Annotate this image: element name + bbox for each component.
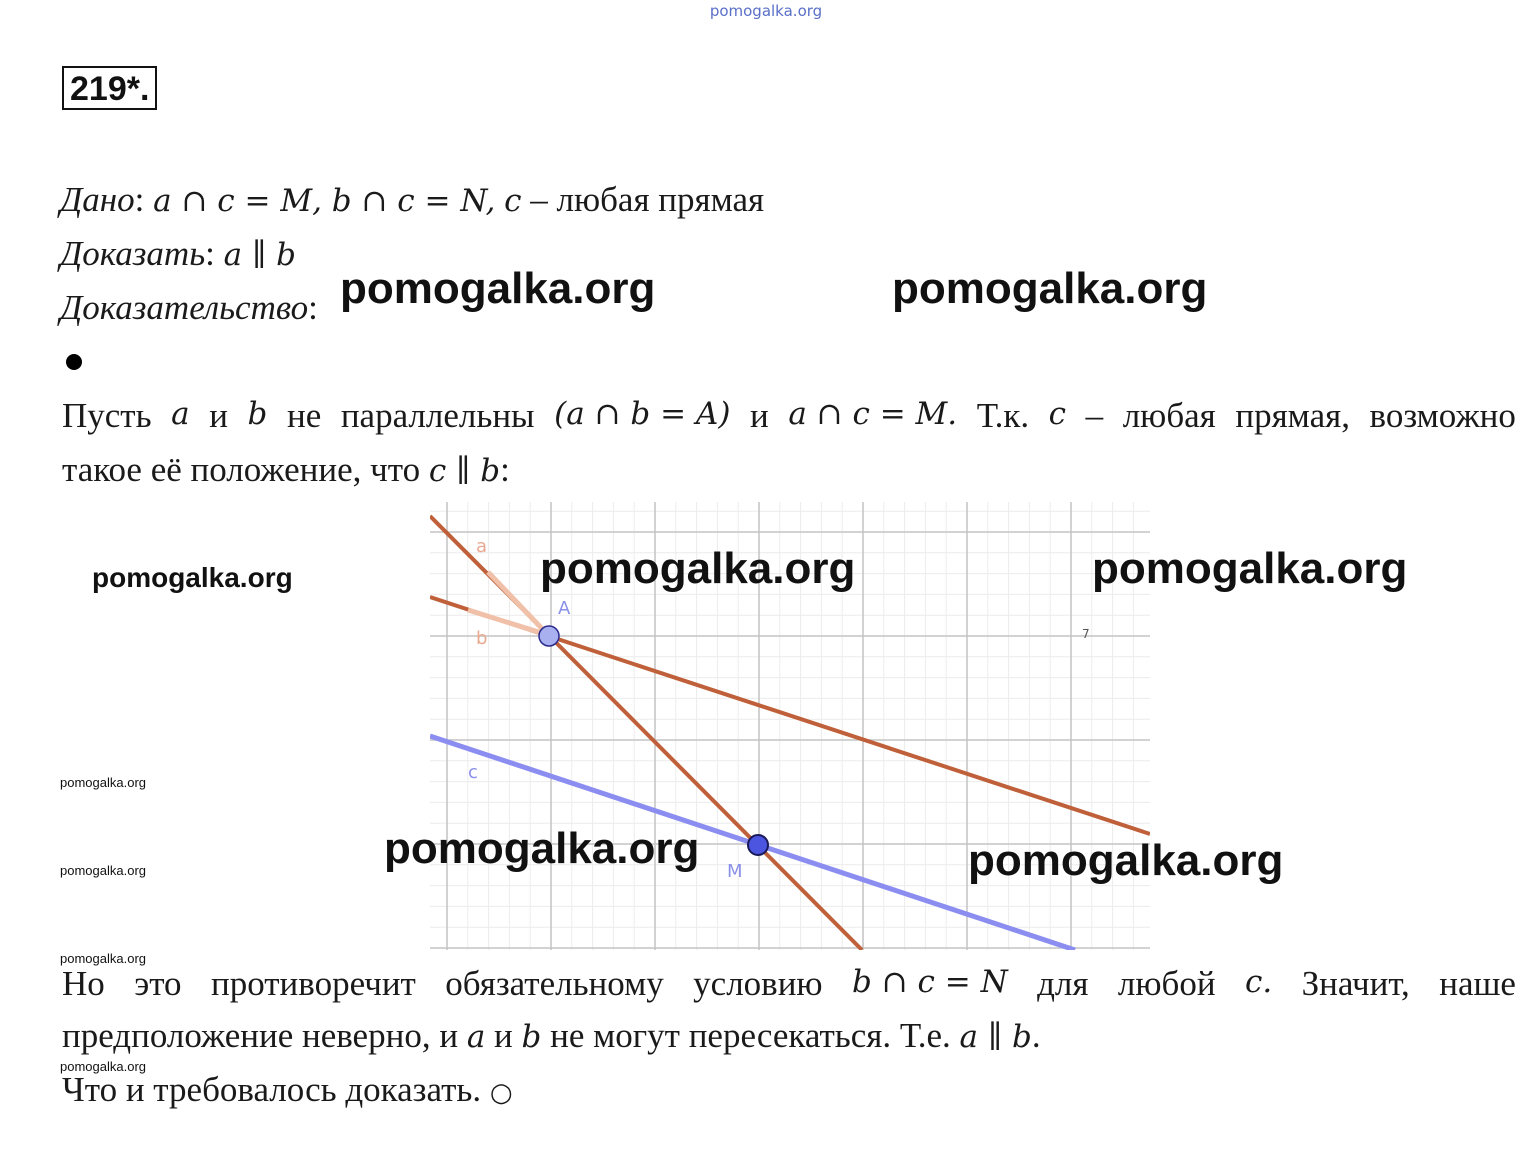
given-label: Дано <box>60 180 135 219</box>
paragraph2-text: предположение неверно, и <box>62 1016 459 1055</box>
given-line <box>60 180 764 220</box>
paragraph1-line2 <box>62 450 510 490</box>
math-variable: b <box>247 396 268 432</box>
paragraph1-line2-text: такое её положение, что <box>62 450 421 489</box>
label-c: c <box>468 762 478 783</box>
given-colon: : <box>134 180 145 219</box>
paragraph2-line1 <box>62 964 1516 1004</box>
prove-colon: : <box>205 234 215 273</box>
proof-label: Доказательство <box>60 288 309 327</box>
math-expression: a ∥ b <box>959 1019 1032 1055</box>
word: для <box>1037 964 1089 1003</box>
math-expression: b ∩ c = N <box>852 964 1008 1000</box>
given-text: – любая прямая <box>530 180 765 219</box>
label-b: b <box>476 628 488 649</box>
prove-label: Доказать <box>60 234 206 273</box>
bullet-point <box>66 354 82 370</box>
given-c-variable: c <box>504 183 522 219</box>
paragraph1-line1 <box>62 396 1516 436</box>
paragraph1-line2-end: : <box>500 450 510 489</box>
math-expression: a ∩ c = M. <box>788 396 958 432</box>
word: и <box>750 396 769 435</box>
word: противоречит <box>210 964 416 1003</box>
word: любой <box>1117 964 1216 1003</box>
word: Пусть <box>62 396 152 435</box>
word: Но <box>62 964 105 1003</box>
word: Значит, <box>1301 964 1410 1003</box>
paragraph1-line2-expression: c ∥ b <box>428 453 501 489</box>
word: прямая, <box>1235 396 1350 435</box>
word: любая <box>1122 396 1216 435</box>
watermark: pomogalka.org <box>60 863 146 878</box>
math-variable: a <box>466 1019 486 1055</box>
math-variable: b <box>521 1019 542 1055</box>
top-watermark: pomogalka.org <box>709 2 823 20</box>
axis-tick-label: 7 <box>1082 627 1090 641</box>
watermark: pomogalka.org <box>384 824 700 873</box>
label-A: A <box>558 598 571 619</box>
paragraph2-text: не могут пересекаться. Т.е. <box>550 1016 951 1055</box>
word: не <box>286 396 322 435</box>
word: возможно <box>1369 396 1516 435</box>
watermark: pomogalka.org <box>892 264 1208 313</box>
qed-symbol: ○ <box>489 1078 513 1108</box>
paragraph2-text: и <box>494 1016 513 1055</box>
math-variable: a <box>171 396 190 432</box>
qed-text: Что и требовалось доказать. <box>62 1070 482 1109</box>
watermark: pomogalka.org <box>60 775 146 790</box>
watermark: pomogalka.org <box>540 544 856 593</box>
prove-expression: a ∥ b <box>223 237 296 273</box>
proof-colon: : <box>308 288 318 327</box>
watermark: pomogalka.org <box>1092 544 1408 593</box>
label-a: a <box>476 536 488 557</box>
point-M <box>748 835 768 855</box>
paragraph2-line2 <box>62 1016 1041 1056</box>
label-M: M <box>727 861 743 882</box>
word: – <box>1085 396 1104 435</box>
math-variable: c <box>1048 396 1067 432</box>
prove-line <box>60 234 296 274</box>
word: условию <box>693 964 823 1003</box>
paragraph2-end: . <box>1031 1016 1041 1055</box>
watermark: pomogalka.org <box>92 562 293 593</box>
word: наше <box>1439 964 1516 1003</box>
word: это <box>134 964 182 1003</box>
math-variable: c. <box>1245 964 1273 1000</box>
problem-number: 219*. <box>62 66 157 110</box>
word: Т.к. <box>976 396 1030 435</box>
word: обязательному <box>445 964 664 1003</box>
proof-heading <box>60 288 318 328</box>
qed-line <box>62 1070 513 1110</box>
word: и <box>209 396 228 435</box>
math-expression: (a ∩ b = A) <box>554 396 731 432</box>
given-expression: a ∩ c = M, b ∩ c = N, <box>153 183 496 219</box>
point-A <box>539 626 559 646</box>
watermark: pomogalka.org <box>60 1059 146 1074</box>
watermark: pomogalka.org <box>968 836 1284 885</box>
watermark: pomogalka.org <box>340 264 656 313</box>
word: параллельны <box>340 396 535 435</box>
watermark: pomogalka.org <box>60 951 146 966</box>
